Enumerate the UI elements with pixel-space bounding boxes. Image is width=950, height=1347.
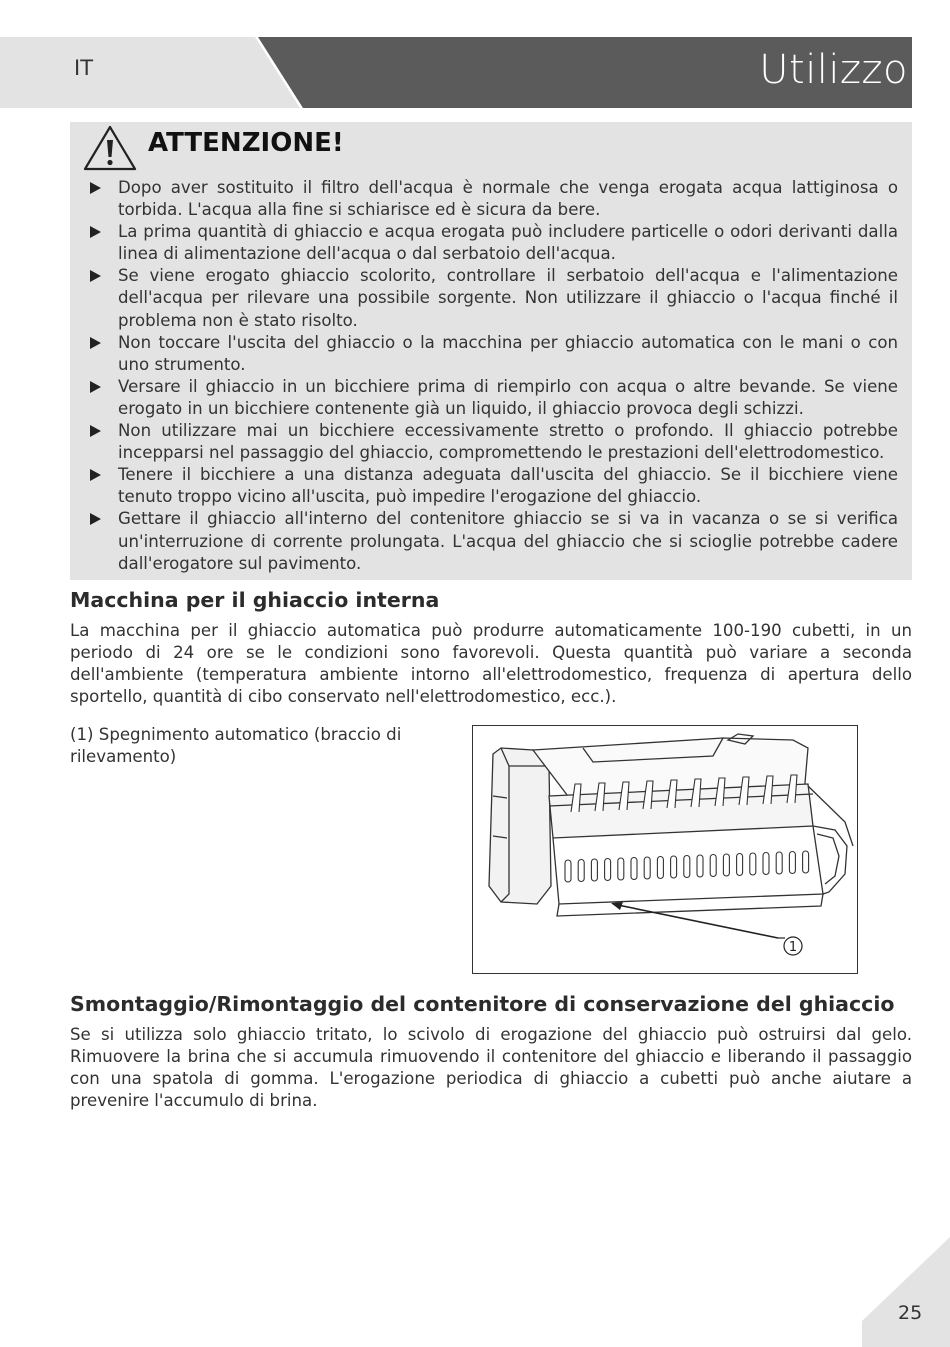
- page-number: 25: [898, 1302, 923, 1324]
- cube-slot: [591, 859, 597, 881]
- figure-caption: (1) Spegnimento automatico (braccio di rilevamento): [70, 725, 402, 767]
- page-corner-decoration: [862, 1237, 950, 1347]
- cube-slot: [737, 854, 743, 876]
- warning-item: Se viene erogato ghiaccio scolorito, controllare il serbatoio dell'acqua e l'alimentazione dell'acqua per rilevare una possibile sorgente. Non utilizzare il ghiaccio o l'acqua finché il problema non è stato risolto.: [88, 265, 898, 331]
- warning-item: Non toccare l'uscita del ghiaccio o la macchina per ghiaccio automatica con le mani o con uno strumento.: [88, 332, 898, 376]
- cube-slot: [750, 853, 756, 875]
- warning-item: Non utilizzare mai un bicchiere eccessivamente stretto o profondo. Il ghiaccio potrebbe incepparsi nel passaggio del ghiaccio, compromettendo le prestazioni dell'elettrodomestico.: [88, 420, 898, 464]
- cube-slot: [644, 857, 650, 879]
- callout-number: 1: [788, 940, 798, 955]
- language-label: IT: [74, 56, 94, 80]
- warning-title: ATTENZIONE!: [148, 128, 344, 158]
- ice-maker-illustration: [473, 726, 857, 973]
- cube-slot: [605, 859, 611, 881]
- warning-list: [88, 177, 898, 575]
- section-title: Utilizzo: [759, 47, 908, 93]
- cube-slot: [803, 851, 809, 873]
- ice-maker-paragraph: La macchina per il ghiaccio automatica può produrre automaticamente 100-190 cubetti, in un periodo di 24 ore se le condizioni sono favorevoli. Questa quantità può variare a seconda dell'ambiente (temperatura ambiente intorno all'elettrodomestico, frequenza di apertura dello sportello, quantità di cibo conservato nell'elettrodomestico, ecc.).: [70, 621, 912, 707]
- cube-slot: [565, 860, 571, 882]
- warning-item: La prima quantità di ghiaccio e acqua erogata può includere particelle o odori derivanti dalla linea di alimentazione dell'acqua o dal serbatoio dell'acqua.: [88, 221, 898, 265]
- cube-slot: [710, 855, 716, 877]
- warning-item: Gettare il ghiaccio all'interno del contenitore ghiaccio se si va in vacanza o se si verifica un'interruzione di corrente prolungata. L'acqua del ghiaccio che si scioglie potrebbe cadere dall'erogatore sul pavimento.: [88, 508, 898, 574]
- ice-bin-heading: Smontaggio/Rimontaggio del contenitore di conservazione del ghiaccio: [70, 992, 895, 1016]
- warning-triangle-icon: [82, 124, 138, 172]
- cube-slot: [789, 852, 795, 874]
- cube-slot: [763, 853, 769, 875]
- warning-item: Tenere il bicchiere a una distanza adeguata dall'uscita del ghiaccio. Se il bicchiere viene tenuto troppo vicino all'uscita, può impedire l'erogazione del ghiaccio.: [88, 464, 898, 508]
- cube-slot: [723, 854, 729, 876]
- cube-slot: [776, 852, 782, 874]
- cube-slot: [618, 858, 624, 880]
- ice-maker-heading: Macchina per il ghiaccio interna: [70, 588, 440, 612]
- warning-item: Versare il ghiaccio in un bicchiere prima di riempirlo con acqua o altre bevande. Se viene erogato in un bicchiere contenente già un liquido, il ghiaccio provoca degli schizzi.: [88, 376, 898, 420]
- cube-slot: [657, 857, 663, 879]
- ice-maker-figure: [472, 725, 858, 974]
- cube-slot: [578, 860, 584, 882]
- warning-item: Dopo aver sostituito il filtro dell'acqua è normale che venga erogata acqua lattiginosa o torbida. L'acqua alla fine si schiarisce ed è sicura da bere.: [88, 177, 898, 221]
- cube-slot: [631, 858, 637, 880]
- header-tab-light: [0, 37, 300, 108]
- cube-slot: [697, 855, 703, 877]
- ice-bin-paragraph: Se si utilizza solo ghiaccio tritato, lo scivolo di erogazione del ghiaccio può ostruirsi dal gelo. Rimuovere la brina che si accumula rimuovendo il contenitore del ghiaccio e liberando il passaggio con una spatola di gomma. L'erogazione periodica di ghiaccio a cubetti può anche aiutare a prevenire l'accumulo di brina.: [70, 1025, 912, 1111]
- cube-slot: [671, 856, 677, 878]
- cube-slot: [684, 856, 690, 878]
